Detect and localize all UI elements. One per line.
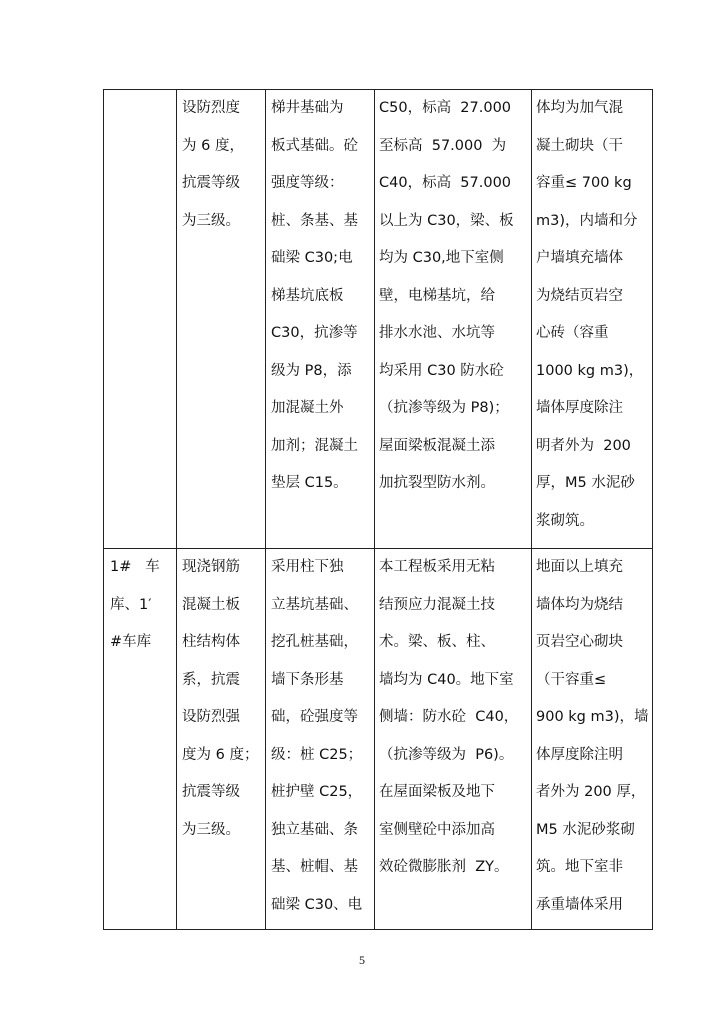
cell-text: 体均为加气混 凝土砌块（干 容重≤ 700 kg m3)，内墙和分 户墙填充墙体 为烧结页岩空 心砖（容重 1000 kg m3)， 墙体厚度除注 明者外为 200 厚，M5 水泥砂 浆砌筑。: [536, 100, 644, 529]
table-cell: [104, 90, 177, 549]
table-cell: [375, 90, 532, 549]
cell-text: 设防烈度 为 6 度， 抗震等级 为三级。: [182, 100, 244, 229]
table-cell: [177, 90, 266, 549]
table-cell: [266, 549, 375, 930]
cell-text: 采用柱下独 立基坑基础、 挖孔桩基础， 墙下条形基 础，砼强度等 级：桩 C25； 桩护壁 C25， 独立基础、条 基、桩帽、基 础梁 C30、电: [271, 559, 363, 913]
cell-text: 地面以上填充 墙体均为烧结 页岩空心砌块 （干容重≤ 900 kg m3)，墙 体厚度除注明 者外为 200 厚， M5 水泥砂浆砌 筑。地下室非 承重墙体采用: [536, 559, 649, 913]
table-row: [104, 90, 653, 549]
spec-table: [103, 89, 653, 930]
page-number: 5: [359, 953, 365, 967]
table-cell: [177, 549, 266, 930]
cell-text: 梯井基础为 板式基础。砼 强度等级： 桩、条基、基 础梁 C30;电 梯基坑底板 C30，抗渗等 级为 P8，添 加混凝土外 加剂；混凝土 垫层 C15。: [271, 100, 358, 491]
table-row: [104, 549, 653, 930]
cell-text: C50，标高 27.000 至标高 57.000 为 C40，标高 57.000 以上为 C30，梁、板 均为 C30,地下室侧 壁，电梯基坑，给 排水水池、水坑等 均采用 C30 防水砼 （抗渗等级为 P8)； 屋面梁板混凝土添 加抗裂型防水剂。: [379, 100, 514, 491]
cell-text: 本工程板采用无粘 结预应力混凝土技 术。梁、板、柱、 墙均为 C40。地下室 侧墙：防水砼 C40， （抗渗等级为 P6)。 在屋面梁板及地下 室侧壁砼中添加高 效砼微膨胀剂 ZY。: [379, 559, 519, 875]
table-cell: [266, 90, 375, 549]
cell-text: 现浇钢筋 混凝土板 柱结构体 系，抗震 设防烈强 度为 6 度； 抗震等级 为三级。: [182, 559, 259, 838]
cell-text: 1# 车 库、1′ #车库: [110, 559, 160, 650]
table-cell: [375, 549, 532, 930]
table-cell: [532, 549, 653, 930]
table-cell: [532, 90, 653, 549]
table-cell: [104, 549, 177, 930]
